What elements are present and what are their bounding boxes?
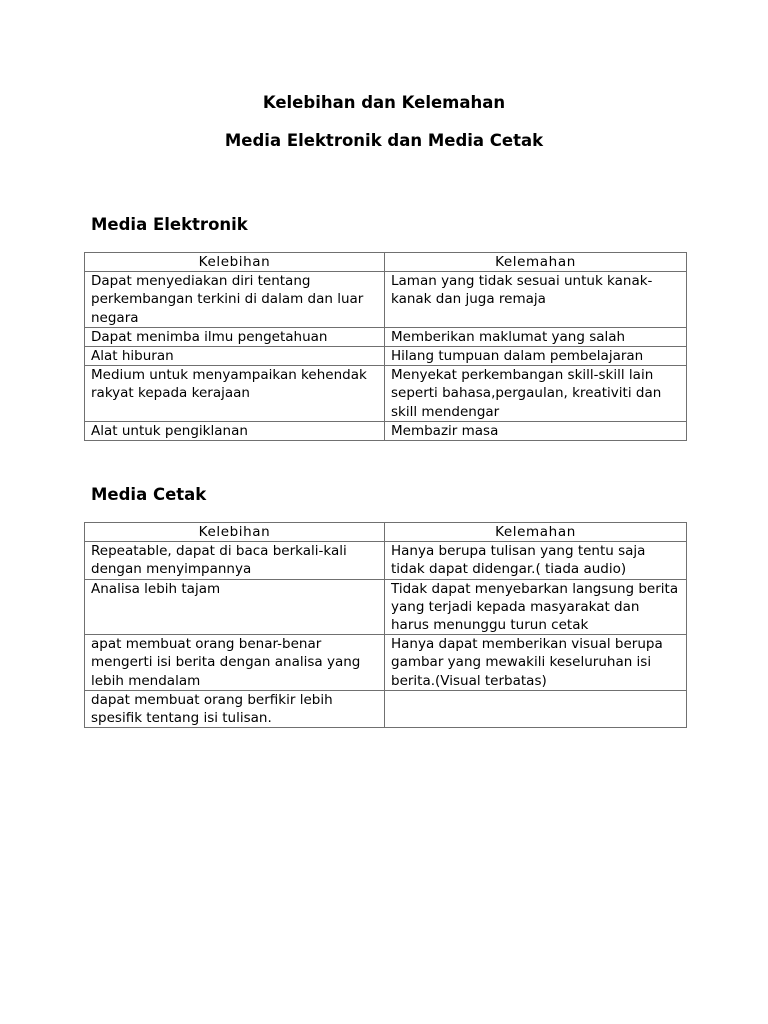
table-header-row — [85, 253, 687, 272]
table-row — [85, 327, 687, 346]
table-row — [85, 366, 687, 422]
table-row — [85, 421, 687, 440]
table-cell-kelemahan: Membazir masa — [385, 421, 687, 440]
column-header-kelebihan: Kelebihan — [85, 253, 385, 272]
table-cell-kelebihan: Alat untuk pengiklanan — [85, 421, 385, 440]
table-cell-kelebihan: dapat membuat orang berfikir lebih spesifik tentang isi tulisan. — [85, 690, 385, 727]
table-cell-kelemahan: Hanya dapat memberikan visual berupa gambar yang mewakili keseluruhan isi berita.(Visual terbatas) — [385, 635, 687, 691]
table-header-row — [85, 523, 687, 542]
document-title: Kelebihan dan Kelemahan — [262, 93, 506, 112]
table-cell-kelebihan: Dapat menimba ilmu pengetahuan — [85, 327, 385, 346]
table-media-cetak — [84, 522, 687, 728]
table-cell-kelemahan: Menyekat perkembangan skill-skill lain seperti bahasa,pergaulan, kreativiti dan skill mendengar — [385, 366, 687, 422]
table-row — [85, 690, 687, 727]
table-row — [85, 347, 687, 366]
table-cell-kelebihan: Analisa lebih tajam — [85, 579, 385, 635]
table-row — [85, 272, 687, 328]
table-cell-kelemahan — [385, 690, 687, 727]
table-cell-kelemahan: Laman yang tidak sesuai untuk kanak-kanak dan juga remaja — [385, 272, 687, 328]
table-row — [85, 579, 687, 635]
section-heading-media-cetak: Media Cetak — [91, 485, 207, 504]
table-media-elektronik — [84, 252, 687, 441]
section-heading-media-elektronik: Media Elektronik — [91, 215, 248, 234]
table-row — [85, 635, 687, 691]
table-cell-kelemahan: Tidak dapat menyebarkan langsung berita yang terjadi kepada masyarakat dan harus menunggu turun cetak — [385, 579, 687, 635]
table-cell-kelemahan: Memberikan maklumat yang salah — [385, 327, 687, 346]
table-cell-kelemahan: Hanya berupa tulisan yang tentu saja tidak dapat didengar.( tiada audio) — [385, 542, 687, 579]
column-header-kelemahan: Kelemahan — [385, 253, 687, 272]
table-cell-kelemahan: Hilang tumpuan dalam pembelajaran — [385, 347, 687, 366]
document-subtitle: Media Elektronik dan Media Cetak — [224, 131, 544, 150]
table-cell-kelebihan: Dapat menyediakan diri tentang perkembangan terkini di dalam dan luar negara — [85, 272, 385, 328]
table-cell-kelebihan: apat membuat orang benar-benar mengerti isi berita dengan analisa yang lebih mendalam — [85, 635, 385, 691]
column-header-kelebihan: Kelebihan — [85, 523, 385, 542]
table-row — [85, 542, 687, 579]
table-cell-kelebihan: Repeatable, dapat di baca berkali-kali dengan menyimpannya — [85, 542, 385, 579]
table-cell-kelebihan: Medium untuk menyampaikan kehendak rakyat kepada kerajaan — [85, 366, 385, 422]
column-header-kelemahan: Kelemahan — [385, 523, 687, 542]
table-cell-kelebihan: Alat hiburan — [85, 347, 385, 366]
